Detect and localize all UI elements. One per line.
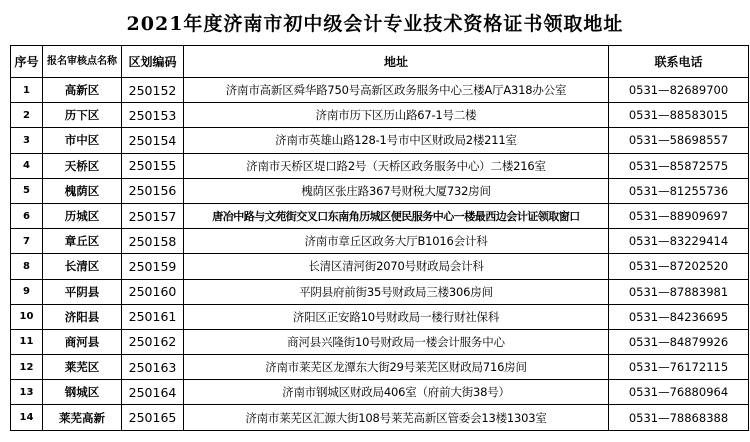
header-name: 报名审核点名称	[43, 46, 122, 78]
row-number: 14	[11, 405, 43, 430]
phone-cell: 0531—58698557	[609, 128, 749, 153]
address-cell: 济南市莱芜区龙潭东大街29号莱芜区财政局716房间	[184, 355, 609, 380]
review-site-name: 章丘区	[43, 229, 122, 254]
table-row	[11, 355, 749, 380]
review-site-name: 钢城区	[43, 380, 122, 405]
review-site-name: 平阴县	[43, 279, 122, 304]
phone-cell: 0531—88909697	[609, 203, 749, 228]
phone-cell: 0531—82689700	[609, 78, 749, 103]
region-code: 250158	[122, 229, 184, 254]
region-code: 250165	[122, 405, 184, 430]
table-row	[11, 103, 749, 128]
region-code: 250163	[122, 355, 184, 380]
address-cell: 济南市英雄山路128-1号市中区财政局2楼211室	[184, 128, 609, 153]
row-number: 2	[11, 103, 43, 128]
row-number: 13	[11, 380, 43, 405]
address-cell: 平阴县府前街35号财政局三楼306房间	[184, 279, 609, 304]
phone-cell: 0531—85872575	[609, 153, 749, 178]
review-site-name: 市中区	[43, 128, 122, 153]
header-no: 序号	[11, 46, 43, 78]
address-cell: 济南市高新区舜华路750号高新区政务服务中心三楼A厅A318办公室	[184, 78, 609, 103]
row-number: 1	[11, 78, 43, 103]
row-number: 5	[11, 178, 43, 203]
review-site-name: 济阳县	[43, 304, 122, 329]
review-site-name: 槐荫区	[43, 178, 122, 203]
row-number: 3	[11, 128, 43, 153]
phone-cell: 0531—81255736	[609, 178, 749, 203]
address-cell: 长清区清河街2070号财政局会计科	[184, 254, 609, 279]
address-cell: 商河县兴隆街10号财政局一楼会计服务中心	[184, 329, 609, 354]
row-number: 10	[11, 304, 43, 329]
phone-cell: 0531—76880964	[609, 380, 749, 405]
region-code: 250160	[122, 279, 184, 304]
header-phone: 联系电话	[609, 46, 749, 78]
table-row	[11, 229, 749, 254]
row-number: 12	[11, 355, 43, 380]
region-code: 250157	[122, 203, 184, 228]
region-code: 250159	[122, 254, 184, 279]
header-address: 地址	[184, 46, 609, 78]
table-row	[11, 254, 749, 279]
address-cell: 济南市章丘区政务大厅B1016会计科	[184, 229, 609, 254]
address-cell: 唐冶中路与文苑街交叉口东南角历城区便民服务中心一楼最西边会计证领取窗口	[184, 203, 609, 228]
phone-cell: 0531—76172115	[609, 355, 749, 380]
region-code: 250162	[122, 329, 184, 354]
row-number: 8	[11, 254, 43, 279]
phone-cell: 0531—78868388	[609, 405, 749, 430]
address-cell: 济南市莱芜区汇源大街108号莱芜高新区管委会13楼1303室	[184, 405, 609, 430]
review-site-name: 莱芜区	[43, 355, 122, 380]
review-site-name: 历下区	[43, 103, 122, 128]
row-number: 7	[11, 229, 43, 254]
table-row	[11, 178, 749, 203]
region-code: 250164	[122, 380, 184, 405]
region-code: 250156	[122, 178, 184, 203]
address-cell: 济南市历下区历山路67-1号二楼	[184, 103, 609, 128]
review-site-name: 天桥区	[43, 153, 122, 178]
table-row	[11, 279, 749, 304]
phone-cell: 0531—88583015	[609, 103, 749, 128]
row-number: 6	[11, 203, 43, 228]
phone-cell: 0531—84236695	[609, 304, 749, 329]
address-table	[10, 45, 749, 431]
phone-cell: 0531—83229414	[609, 229, 749, 254]
review-site-name: 长清区	[43, 254, 122, 279]
region-code: 250155	[122, 153, 184, 178]
row-number: 4	[11, 153, 43, 178]
row-number: 11	[11, 329, 43, 354]
header-code: 区划编码	[122, 46, 184, 78]
table-header-row	[11, 46, 749, 78]
address-cell: 济南市钢城区财政局406室（府前大街38号）	[184, 380, 609, 405]
address-cell: 济阳区正安路10号财政局一楼行财社保科	[184, 304, 609, 329]
phone-cell: 0531—87202520	[609, 254, 749, 279]
table-row	[11, 203, 749, 228]
phone-cell: 0531—84879926	[609, 329, 749, 354]
table-row	[11, 405, 749, 430]
table-row	[11, 153, 749, 178]
review-site-name: 商河县	[43, 329, 122, 354]
row-number: 9	[11, 279, 43, 304]
address-cell: 济南市天桥区堤口路2号（天桥区政务服务中心）二楼216室	[184, 153, 609, 178]
phone-cell: 0531—87883981	[609, 279, 749, 304]
region-code: 250152	[122, 78, 184, 103]
table-row	[11, 304, 749, 329]
table-row	[11, 380, 749, 405]
review-site-name: 高新区	[43, 78, 122, 103]
page-title: 2021年度济南市初中级会计专业技术资格证书领取地址	[126, 12, 624, 35]
region-code: 250154	[122, 128, 184, 153]
table-row	[11, 78, 749, 103]
region-code: 250161	[122, 304, 184, 329]
table-row	[11, 329, 749, 354]
review-site-name: 历城区	[43, 203, 122, 228]
table-row	[11, 128, 749, 153]
review-site-name: 莱芜高新	[43, 405, 122, 430]
region-code: 250153	[122, 103, 184, 128]
address-cell: 槐荫区张庄路367号财税大厦732房间	[184, 178, 609, 203]
